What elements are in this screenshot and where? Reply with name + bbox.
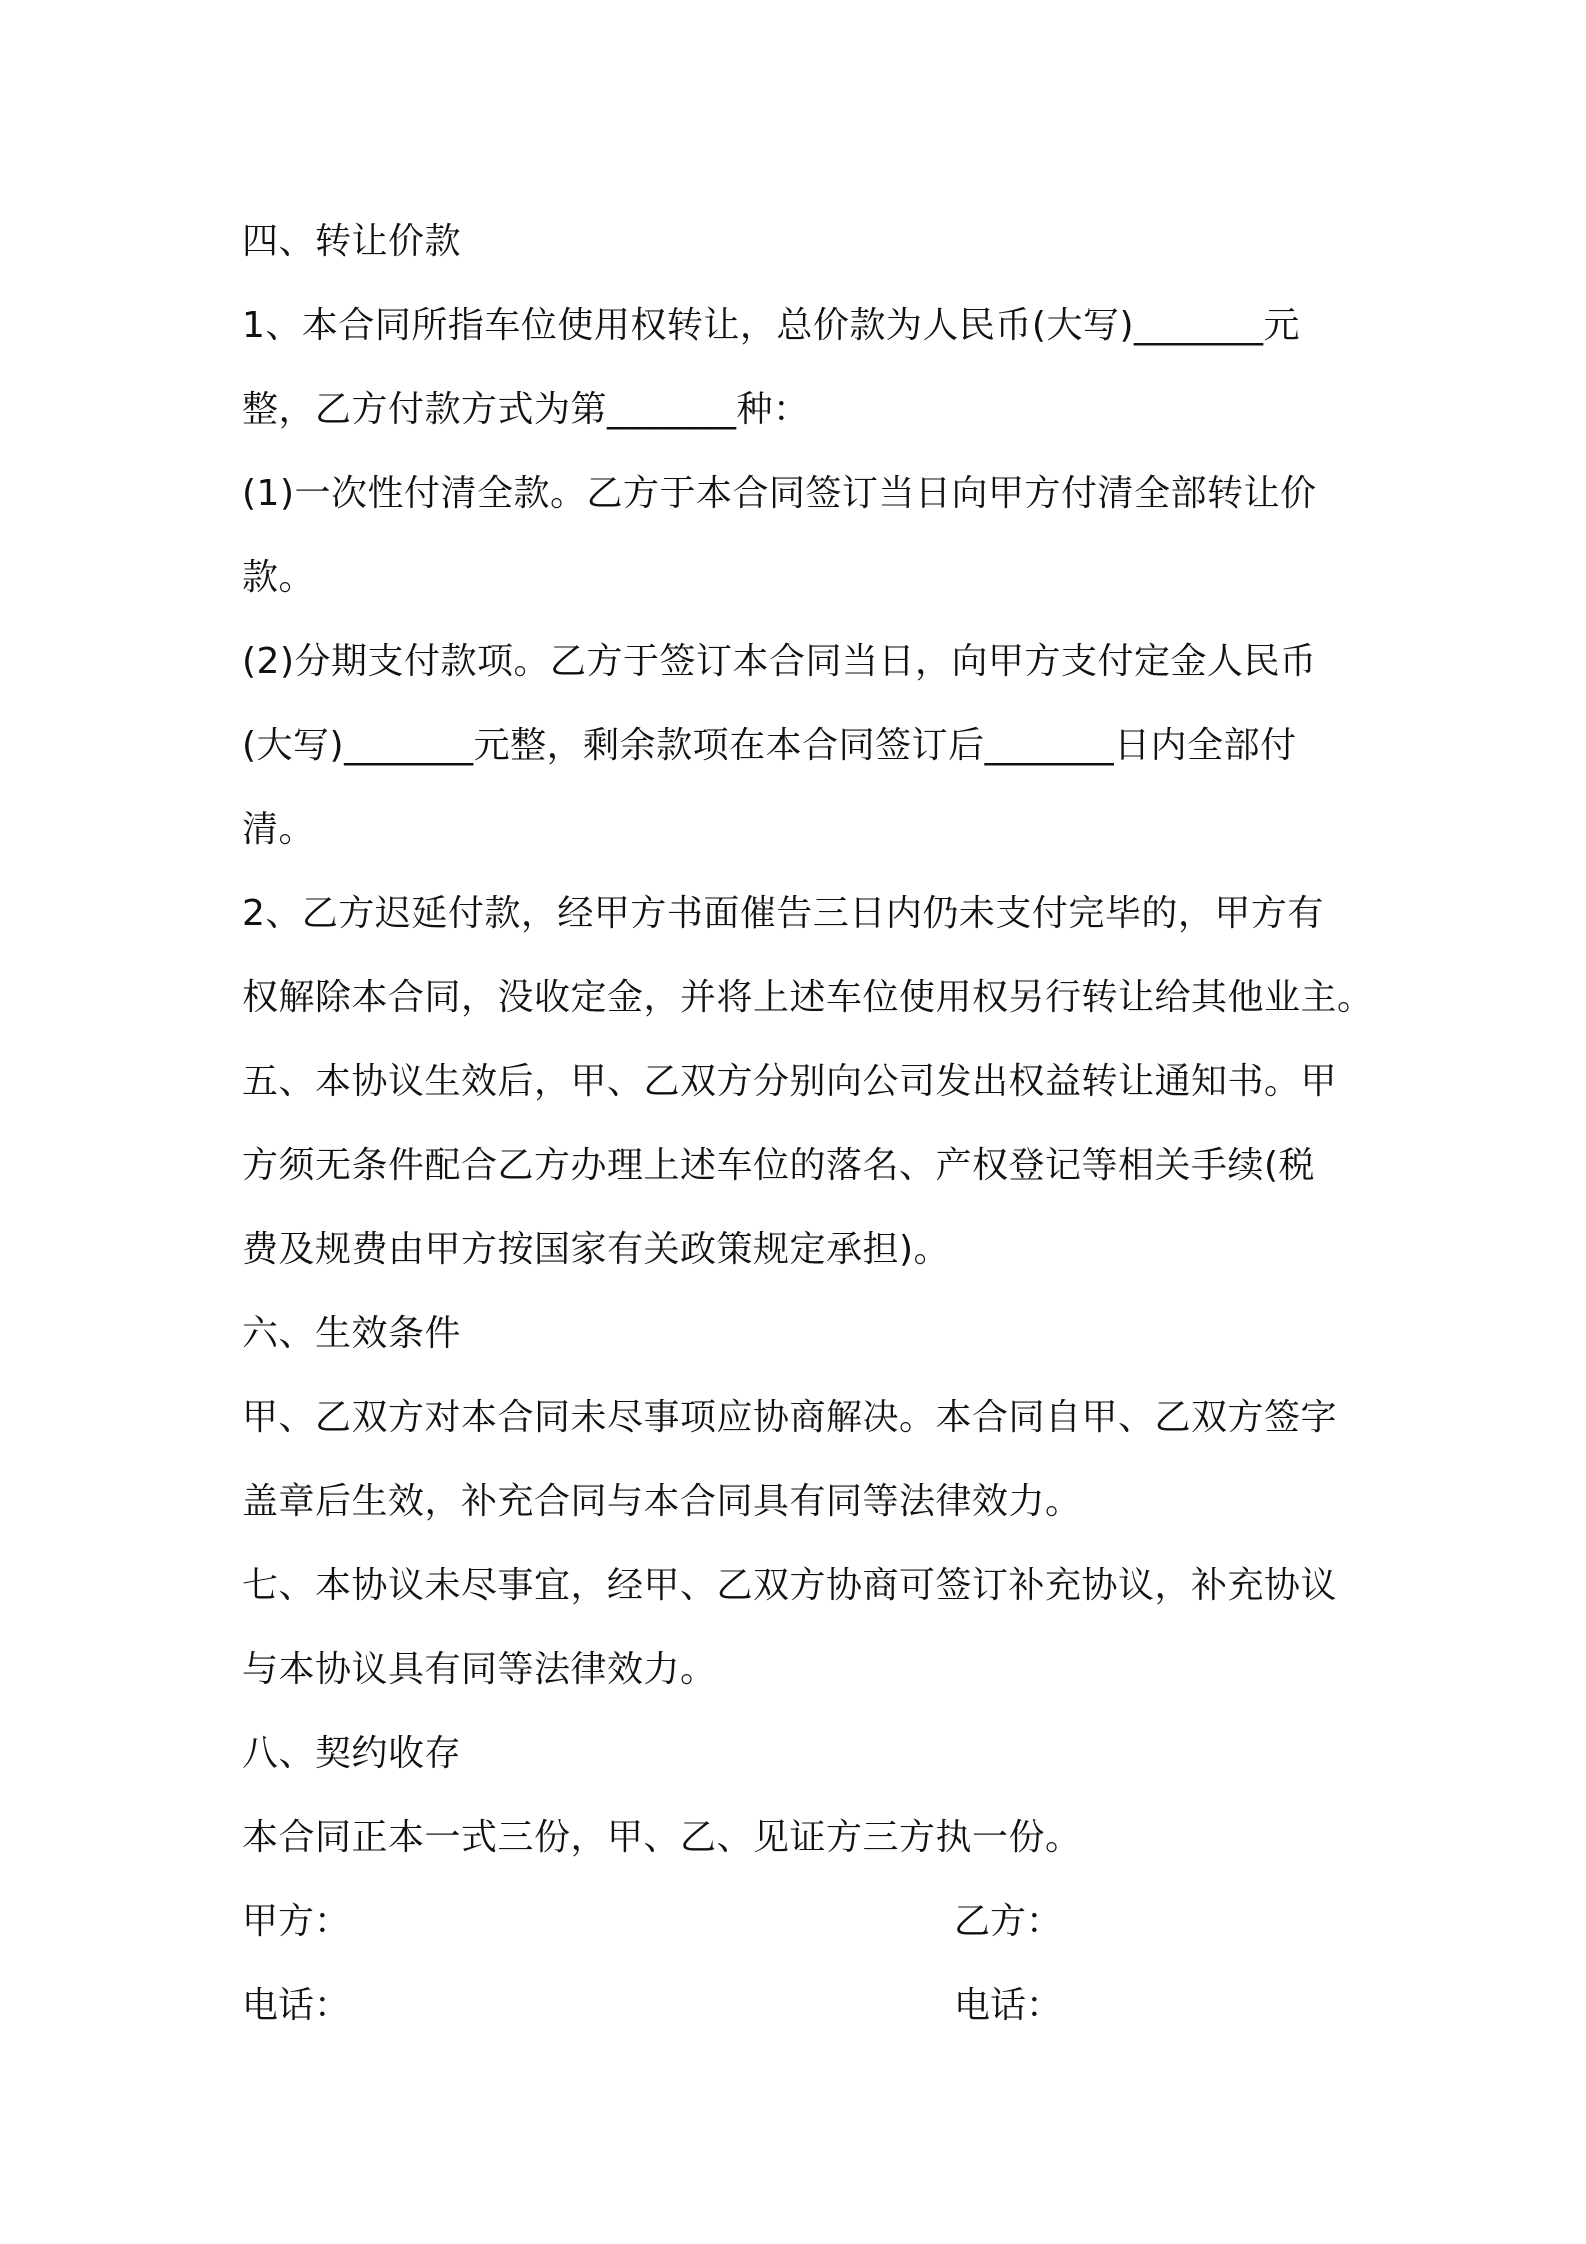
section-heading-contract-storage: 八、契约收存 <box>242 1733 462 1774</box>
paragraph-line: (2)分期支付款项。乙方于签订本合同当日，向甲方支付定金人民币 <box>242 641 1317 682</box>
signature-row-parties <box>242 1880 1352 1964</box>
phone-a-label: 电话： <box>242 1985 351 2026</box>
paragraph-line: 清。 <box>242 809 316 850</box>
section-heading-supplement: 七、本协议未尽事宜，经甲、乙双方协商可签订补充协议，补充协议 <box>242 1565 1338 1606</box>
party-b-label: 乙方： <box>954 1901 1063 1942</box>
document-body <box>242 200 1374 2048</box>
section-heading-price: 四、转让价款 <box>242 221 462 262</box>
paragraph-line: 1、本合同所指车位使用权转让，总价款为人民币(大写)_______元 <box>242 305 1300 346</box>
party-a-label: 甲方： <box>242 1901 351 1942</box>
paragraph-line: (1)一次性付清全款。乙方于本合同签订当日向甲方付清全部转让价 <box>242 473 1317 514</box>
paragraph-line: 权解除本合同，没收定金，并将上述车位使用权另行转让给其他业主。 <box>242 977 1374 1018</box>
paragraph-line: 与本协议具有同等法律效力。 <box>242 1649 717 1690</box>
section-heading-transfer-notice: 五、本协议生效后，甲、乙双方分别向公司发出权益转让通知书。甲 <box>242 1061 1338 1102</box>
paragraph-line: 盖章后生效，补充合同与本合同具有同等法律效力。 <box>242 1481 1082 1522</box>
paragraph-line: (大写)_______元整，剩余款项在本合同签订后_______日内全部付 <box>242 725 1297 766</box>
section-heading-effective-conditions: 六、生效条件 <box>242 1313 462 1354</box>
paragraph-line: 整，乙方付款方式为第_______种： <box>242 389 810 430</box>
signature-row-phones <box>242 1964 1352 2048</box>
paragraph-line: 款。 <box>242 557 316 598</box>
paragraph-line: 方须无条件配合乙方办理上述车位的落名、产权登记等相关手续(税 <box>242 1145 1316 1186</box>
paragraph-line: 甲、乙双方对本合同未尽事项应协商解决。本合同自甲、乙双方签字 <box>242 1397 1338 1438</box>
paragraph-line: 本合同正本一式三份，甲、乙、见证方三方执一份。 <box>242 1817 1082 1858</box>
paragraph-line: 2、乙方迟延付款，经甲方书面催告三日内仍未支付完毕的，甲方有 <box>242 893 1324 934</box>
paragraph-line: 费及规费由甲方按国家有关政策规定承担)。 <box>242 1229 951 1270</box>
phone-b-label: 电话： <box>954 1985 1063 2026</box>
